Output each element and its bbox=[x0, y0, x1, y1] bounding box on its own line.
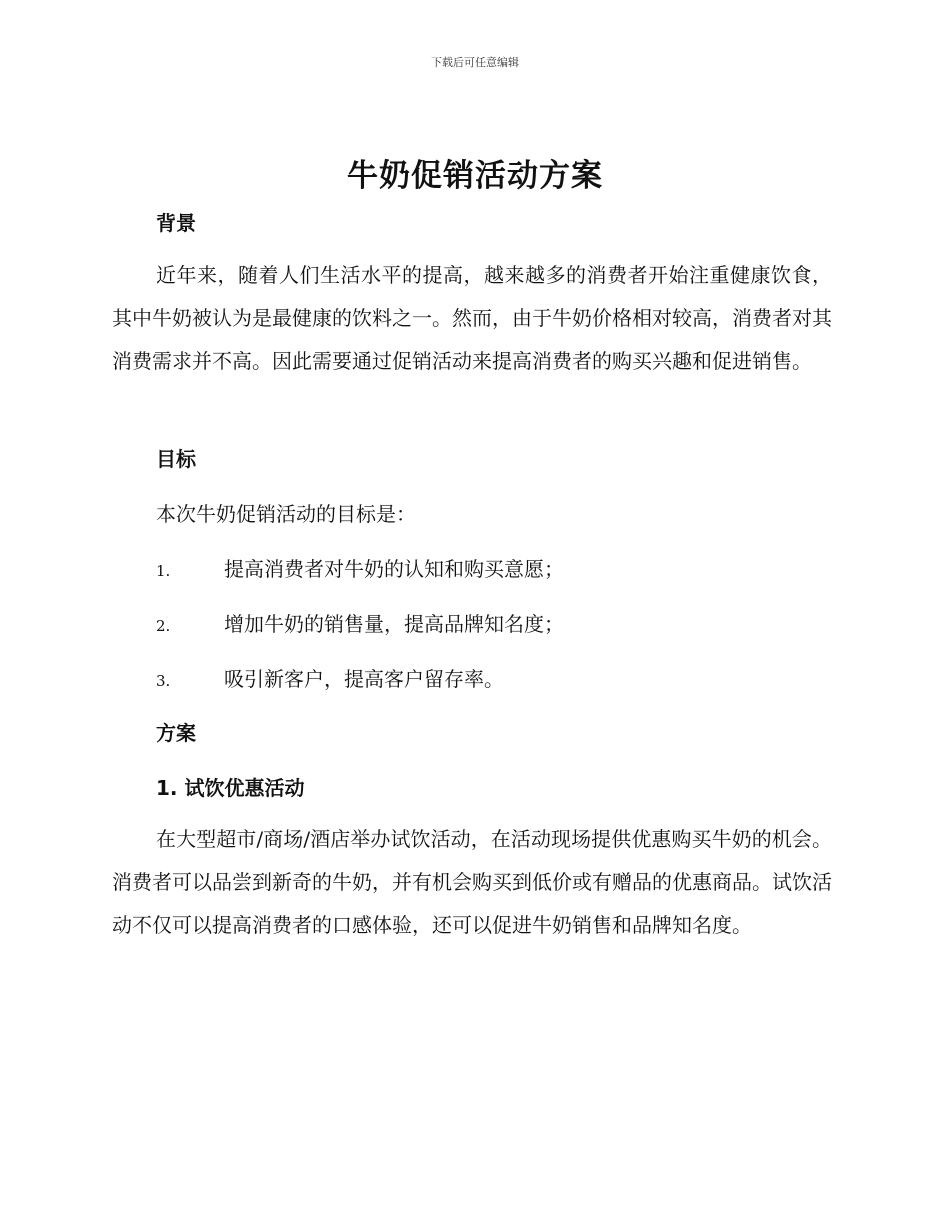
plan-paragraph: 在大型超市/商场/酒店举办试饮活动，在活动现场提供优惠购买牛奶的机会。消费者可以品尝到新奇的牛奶，并有机会购买到低价或有赠品的优惠商品。试饮活动不仅可以提高消费者的口感体验，还可以促进牛奶销售和品牌知名度。 bbox=[112, 827, 832, 937]
goals-intro: 本次牛奶促销活动的目标是： bbox=[156, 502, 416, 526]
page-header: 下载后可任意编辑 bbox=[431, 56, 519, 69]
document-title: 牛奶促销活动方案 bbox=[347, 158, 603, 194]
list-item bbox=[156, 608, 856, 637]
list-item-number: 2. bbox=[156, 617, 171, 635]
list-item-number: 1. bbox=[156, 562, 171, 580]
list-item bbox=[156, 553, 856, 582]
list-item-number: 3. bbox=[156, 672, 171, 690]
plan-subheading: 1. 试饮优惠活动 bbox=[156, 776, 305, 800]
background-heading: 背景 bbox=[156, 211, 196, 235]
background-paragraph: 近年来，随着人们生活水平的提高，越来越多的消费者开始注重健康饮食，其中牛奶被认为是最健康的饮料之一。然而，由于牛奶价格相对较高，消费者对其消费需求并不高。因此需要通过促销活动来提高消费者的购买兴趣和促进销售。 bbox=[112, 263, 832, 373]
list-item-text: 提高消费者对牛奶的认知和购买意愿； bbox=[224, 557, 564, 581]
list-item-text: 增加牛奶的销售量，提高品牌知名度； bbox=[224, 612, 564, 636]
list-item bbox=[156, 663, 856, 692]
plan-heading: 方案 bbox=[156, 721, 196, 745]
list-item-text: 吸引新客户，提高客户留存率。 bbox=[224, 667, 504, 691]
goals-heading: 目标 bbox=[156, 447, 196, 471]
